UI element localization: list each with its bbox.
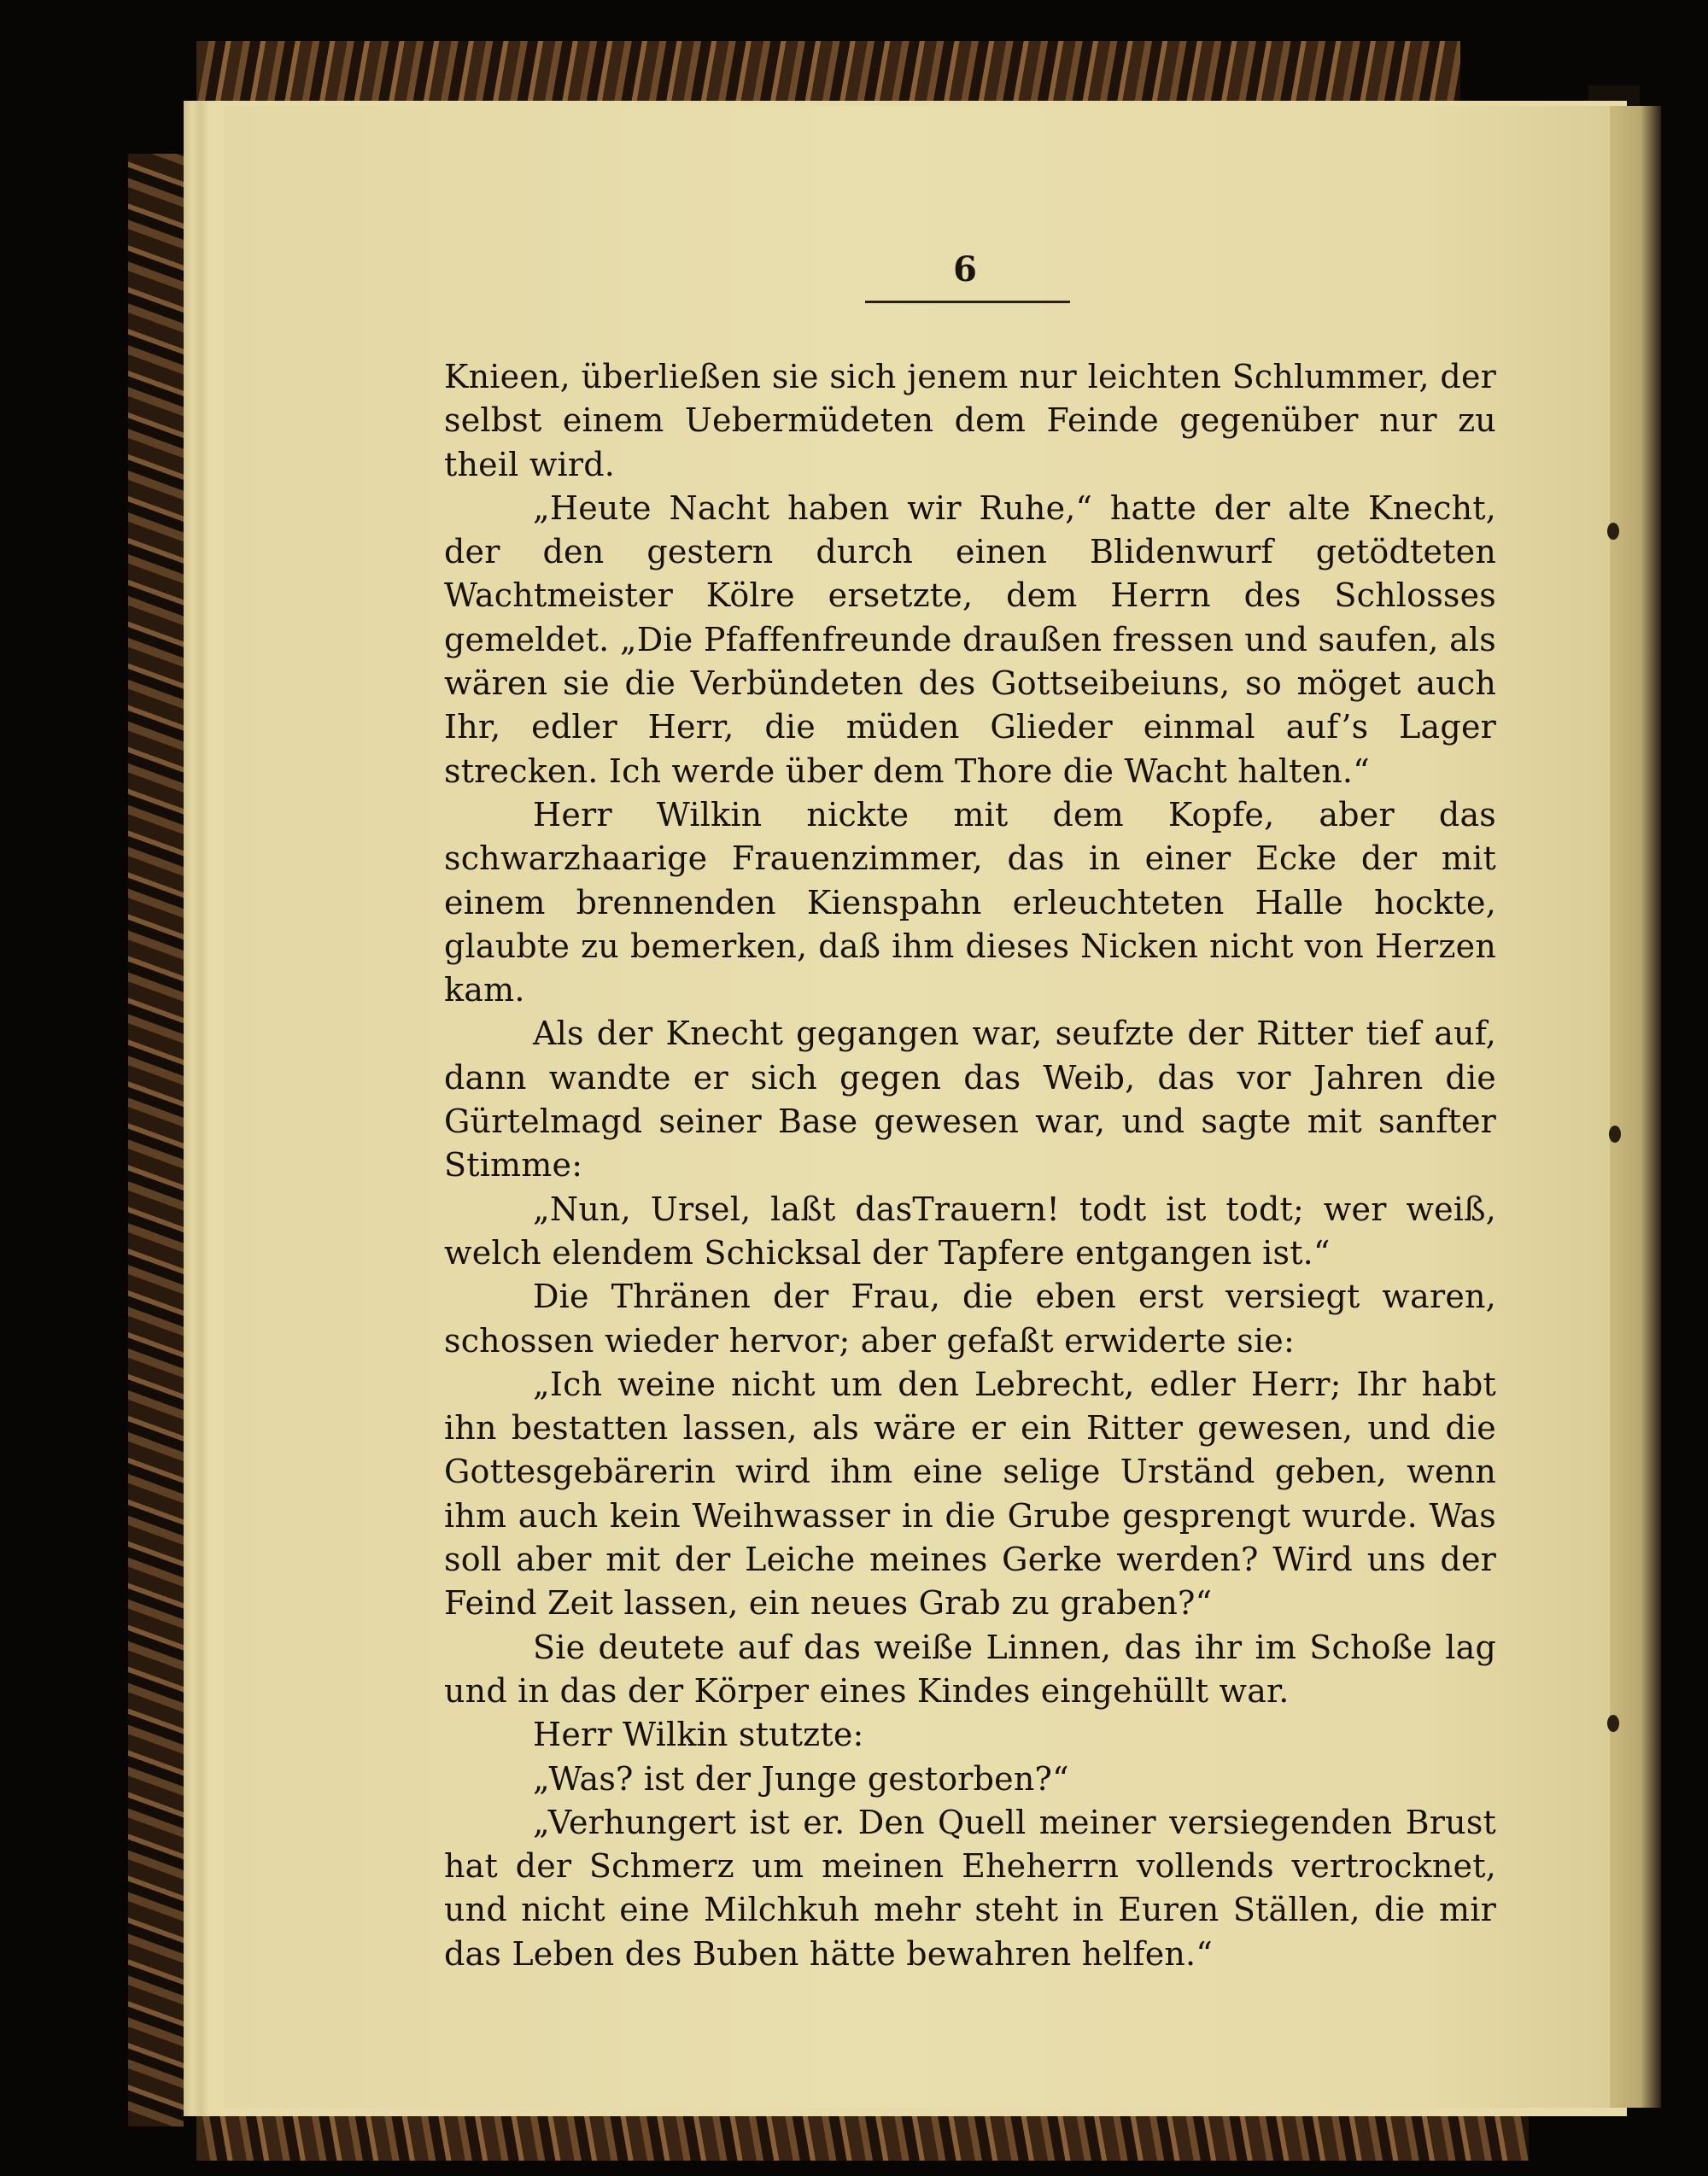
- paragraph: Sie deutete auf das weiße Linnen, das ihr im Schoße lag und in das der Körper eines Kindes eingehüllt war.: [444, 1628, 1496, 1710]
- page-speck: [1607, 523, 1619, 540]
- paragraph: Herr Wilkin nickte mit dem Kopfe, aber das schwarzhaarige Frauenzimmer, das in einer Ecke der mit einem brennenden Kienspahn erleuchteten Halle hockte, glaubte zu bemerken, daß ihm dieses Nicken nicht von Herzen kam.: [444, 795, 1496, 1009]
- book-cover-left-edge: [128, 154, 184, 2126]
- page-speck: [1607, 1715, 1619, 1732]
- paragraph: „Heute Nacht haben wir Ruhe,“ hatte der alte Knecht, der den gestern durch einen Blidenwurf getödteten Wachtmeister Kölre ersetzte, dem Herrn des Schlosses gemeldet. „Die Pfaffenfreunde draußen fressen und saufen, als wären sie die Verbündeten des Gottseibeiuns, so möget auch Ihr, edler Herr, die müden Glieder einmal auf’s Lager strecken. Ich werde über dem Thore die Wacht halten.“: [444, 488, 1496, 790]
- paragraph: „Verhungert ist er. Den Quell meiner versiegenden Brust hat der Schmerz um meinen Eheherrn vollends vertrocknet, und nicht eine Milchkuh mehr steht in Euren Ställen, die mir das Leben des Buben hätte bewahren helfen.“: [444, 1803, 1496, 1973]
- book-cover-top-edge: [196, 41, 1460, 109]
- paragraph: „Nun, Ursel, laßt dasTrauern! todt ist todt; wer weiß, welch elendem Schicksal der Tapfere entgangen ist.“: [444, 1190, 1496, 1272]
- paragraph: Herr Wilkin stutzte:: [533, 1716, 864, 1754]
- page-edge-shadow: [1610, 106, 1661, 2108]
- paragraph: Knieen, überließen sie sich jenem nur leichten Schlummer, der selbst einem Uebermüdeten dem Feinde gegenüber nur zu theil wird.: [444, 358, 1496, 483]
- paragraph: Als der Knecht gegangen war, seufzte der Ritter tief auf, dann wandte er sich gegen das Weib, das vor Jahren die Gürtelmagd seiner Base gewesen war, und sagte mit sanfter Stimme:: [444, 1015, 1496, 1185]
- paragraph: „Was? ist der Junge gestorben?“: [533, 1759, 1069, 1798]
- page-number-rule: [865, 301, 1070, 303]
- page-number: 6: [953, 249, 977, 290]
- paragraph: „Ich weine nicht um den Lebrecht, edler Herr; Ihr habt ihn bestatten lassen, als wäre er ein Ritter gewesen, und die Gottesgebärerin wird ihm eine selige Urständ geben, wenn ihm auch kein Weihwasser in die Grube gesprengt wurde. Was soll aber mit der Leiche meines Gerke werden? Wird uns der Feind Zeit lassen, ein neues Grab zu graben?“: [444, 1365, 1496, 1623]
- body-text: [444, 355, 1496, 1976]
- paragraph: Die Thränen der Frau, die eben erst versiegt waren, schossen wieder hervor; aber gefaßt erwiderte sie:: [444, 1278, 1496, 1360]
- page-speck: [1609, 1126, 1621, 1143]
